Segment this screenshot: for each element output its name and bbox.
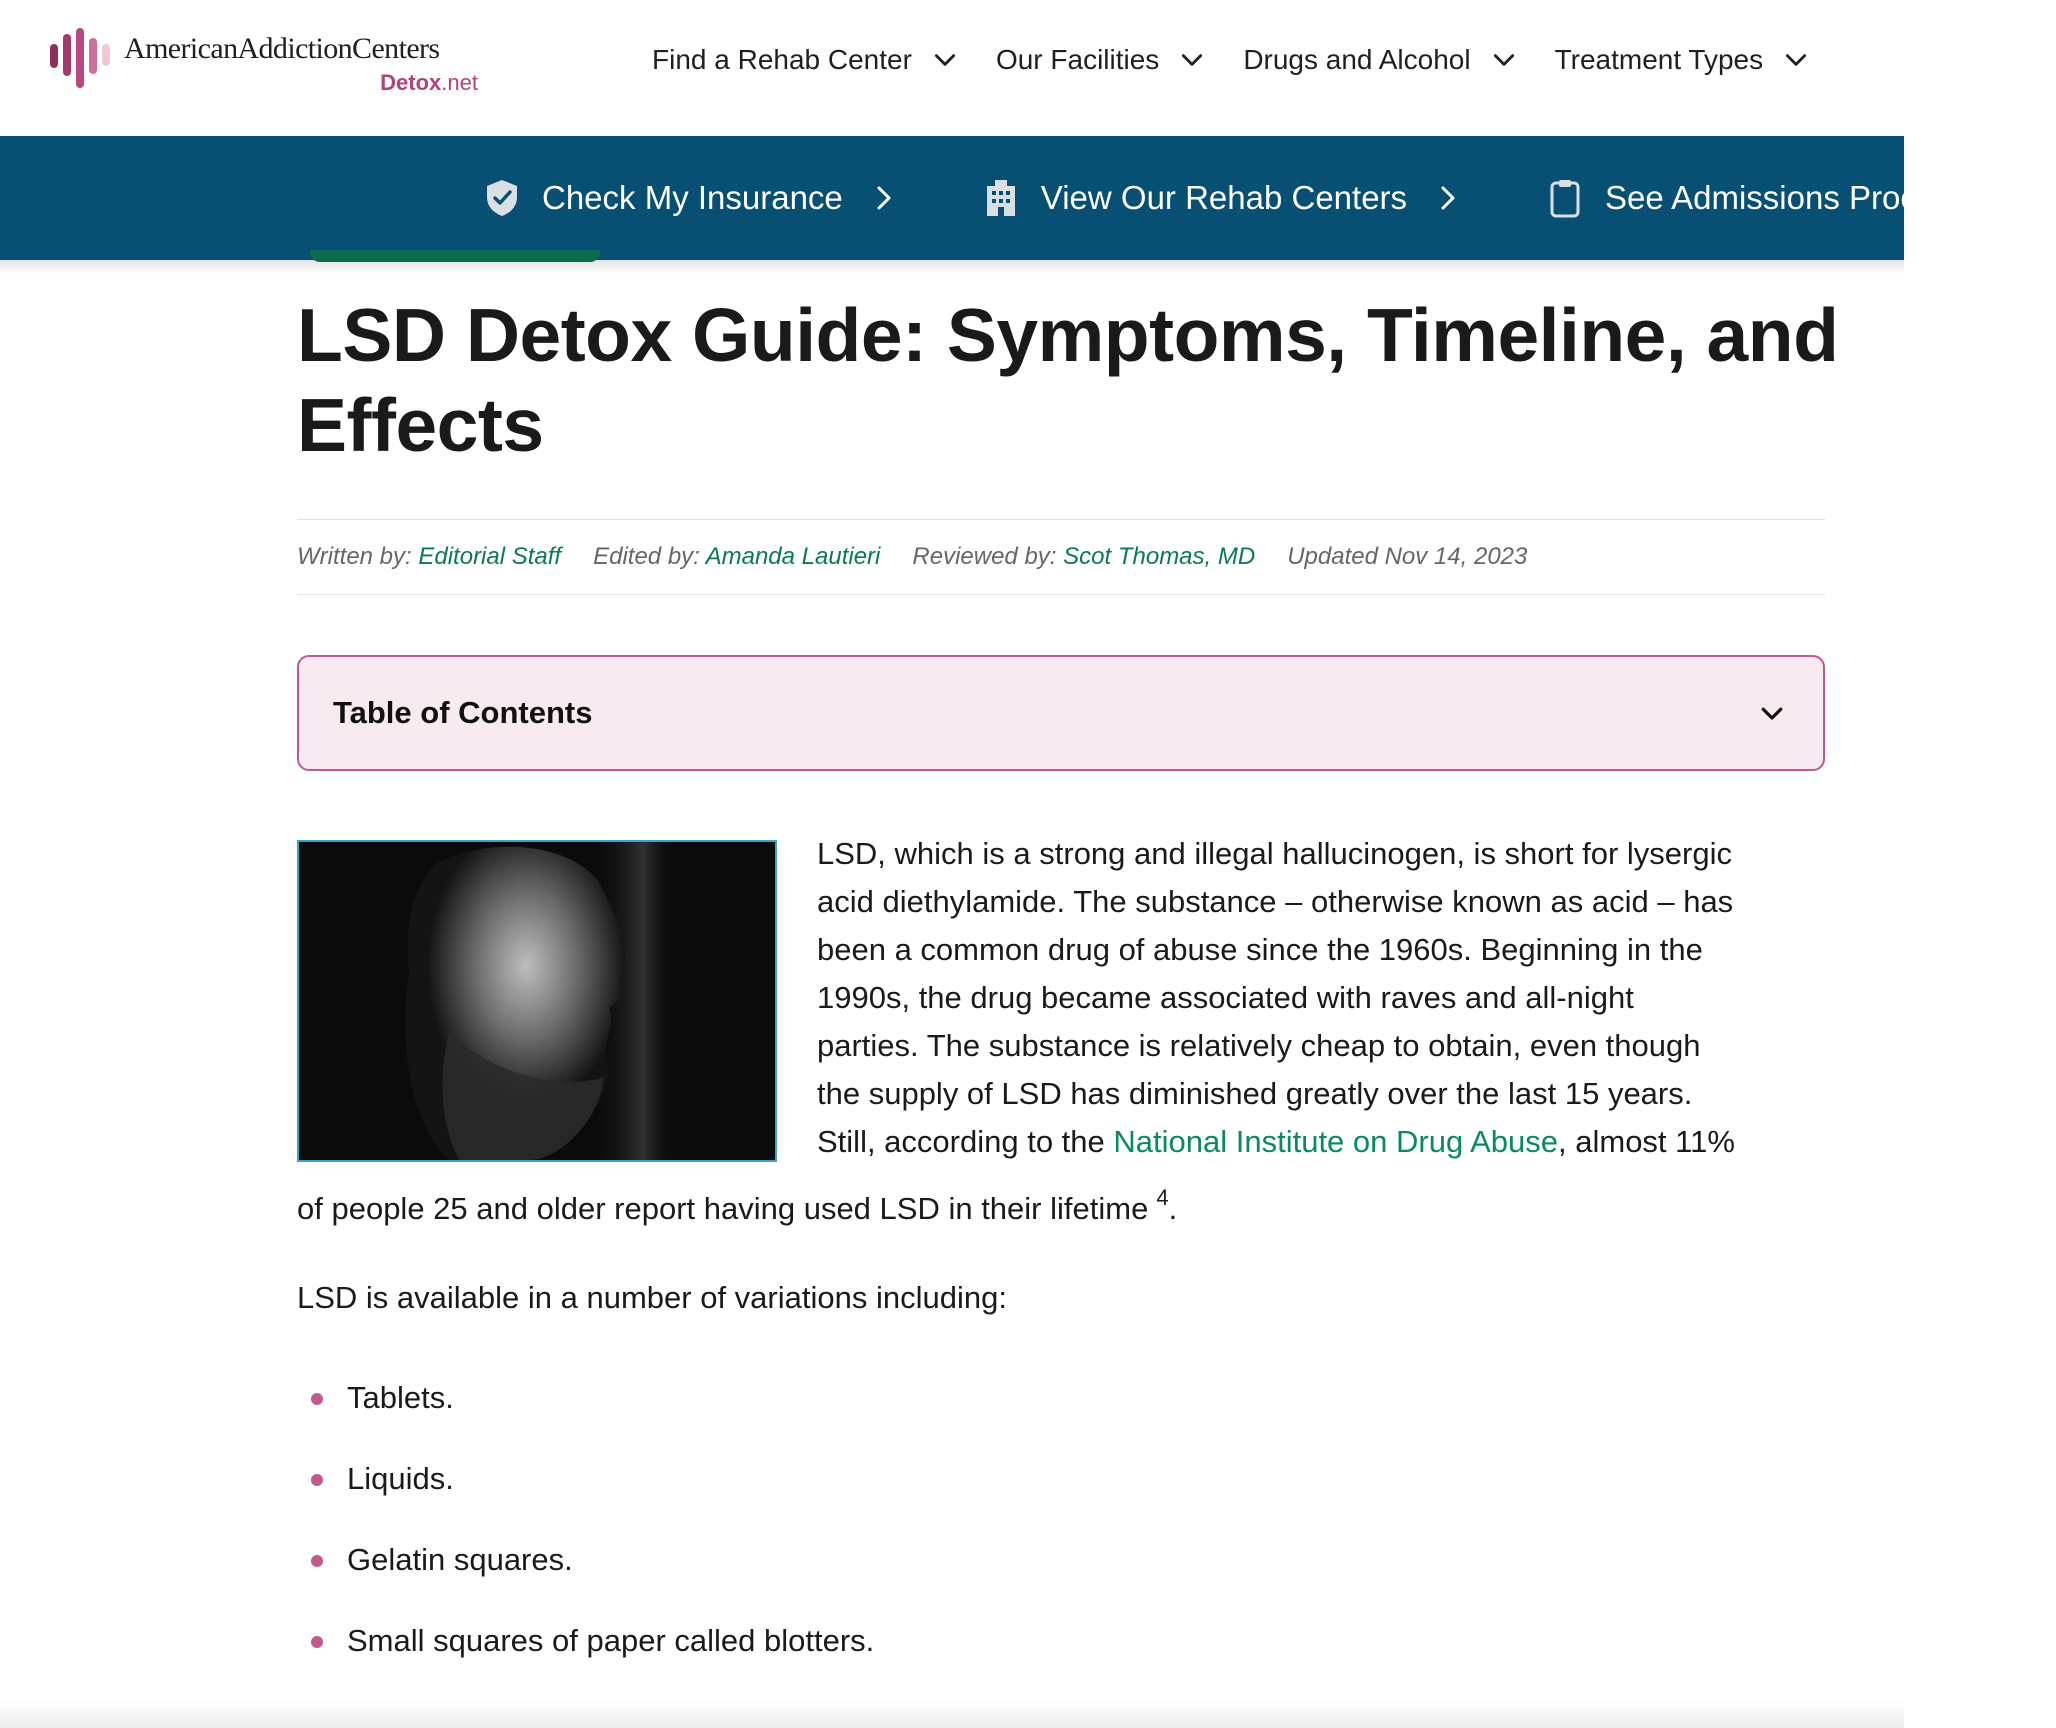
intro-line: been a common drug of abuse since the 1960s. Beginning in the — [817, 932, 1703, 967]
intro-line: the supply of LSD has diminished greatly over the last 15 years. — [817, 1076, 1693, 1111]
logo-brand-text: AmericanAddictionCenters — [124, 32, 440, 65]
byline-updated-date: Updated Nov 14, 2023 — [1287, 543, 1528, 570]
bottom-fade — [0, 1700, 1904, 1728]
category-tab-edge — [310, 250, 600, 262]
chevron-down-icon — [932, 47, 958, 73]
bearded-man-photo — [299, 842, 775, 1160]
list-item-text: Tablets. — [347, 1380, 454, 1415]
citation-link[interactable]: 4 — [1156, 1185, 1169, 1210]
nida-link[interactable]: National Institute on Drug Abuse — [1113, 1124, 1559, 1159]
logo-site-bold: Detox — [380, 70, 442, 95]
list-item-text: Small squares of paper called blotters. — [347, 1623, 875, 1658]
intro-line: LSD, which is a strong and illegal hallucinogen, is short for lysergic — [817, 836, 1732, 871]
list-item — [297, 1455, 1797, 1536]
check-insurance-label: Check My Insurance — [542, 179, 843, 216]
article-byline — [297, 519, 1825, 595]
chevron-down-icon — [1783, 47, 1809, 73]
byline-written-label: Written by: — [297, 543, 419, 570]
nav-item-label: Treatment Types — [1554, 44, 1764, 75]
chevron-down-icon — [1757, 698, 1787, 728]
bullet-dot — [311, 1555, 323, 1567]
site-logo[interactable] — [48, 26, 478, 96]
check-insurance-link[interactable] — [484, 178, 895, 218]
author-link[interactable]: Editorial Staff — [418, 543, 562, 570]
list-item — [297, 1617, 1797, 1698]
list-item — [297, 1374, 1797, 1455]
view-rehab-centers-label: View Our Rehab Centers — [1040, 179, 1408, 216]
intro-line: , almost 11% — [1558, 1124, 1735, 1159]
intro-paragraph-continued — [297, 1174, 1827, 1233]
admissions-process-link[interactable] — [1547, 178, 1968, 218]
intro-line: acid diethylamide. The substance – otherwise known as acid – has — [817, 884, 1734, 919]
building-icon — [983, 178, 1019, 218]
nav-item-label: Our Facilities — [995, 44, 1160, 75]
chevron-down-icon — [1179, 47, 1205, 73]
list-item-text: Liquids. — [347, 1461, 454, 1496]
chevron-right-icon — [1437, 183, 1459, 213]
intro-paragraph — [817, 830, 1827, 1166]
nav-drugs-and-alcohol[interactable] — [1243, 44, 1516, 76]
sound-bars-logo-icon — [48, 28, 118, 92]
chevron-down-icon — [1491, 47, 1517, 73]
view-rehab-centers-link[interactable] — [983, 178, 1459, 218]
intro-line: of people 25 and older report having used LSD in their lifetime — [297, 1191, 1149, 1226]
list-item-text: Gelatin squares. — [347, 1542, 573, 1577]
nav-find-rehab-center[interactable] — [652, 44, 958, 76]
nav-treatment-types[interactable] — [1555, 44, 1810, 76]
toc-label: Table of Contents — [333, 695, 593, 730]
chevron-right-icon — [873, 183, 895, 213]
list-item — [297, 1536, 1797, 1617]
nav-item-label: Find a Rehab Center — [652, 44, 912, 75]
article-hero-photo — [297, 840, 777, 1162]
bullet-dot — [311, 1393, 323, 1405]
logo-site-suffix: .net — [441, 70, 478, 95]
variations-list — [297, 1374, 1797, 1698]
admissions-process-label: See Admissions Process — [1605, 179, 1969, 216]
intro-line-end: . — [1168, 1191, 1178, 1226]
byline-edited — [593, 543, 880, 571]
action-bar-shadow — [0, 260, 1904, 274]
article-title: LSD Detox Guide: Symptoms, Timeline, and Effects — [297, 293, 1839, 467]
action-bar — [0, 136, 1969, 260]
table-of-contents-toggle[interactable] — [297, 655, 1825, 771]
main-nav — [652, 38, 1847, 82]
logo-site-name — [380, 70, 478, 96]
action-bar-links — [484, 136, 2056, 260]
variations-lead: LSD is available in a number of variations including: — [297, 1280, 1007, 1315]
intro-line: 1990s, the drug became associated with raves and all-night — [817, 980, 1634, 1015]
site-header — [0, 0, 1904, 135]
byline-reviewed — [912, 543, 1255, 571]
intro-line: Still, according to the — [817, 1124, 1114, 1159]
nav-our-facilities[interactable] — [996, 44, 1205, 76]
reviewer-link[interactable]: Scot Thomas, MD — [1063, 543, 1256, 570]
shield-check-icon — [484, 178, 520, 218]
byline-edited-label: Edited by: — [593, 543, 706, 570]
intro-line: parties. The substance is relatively cheap to obtain, even though — [817, 1028, 1701, 1063]
byline-written — [297, 543, 561, 571]
bullet-dot — [311, 1474, 323, 1486]
clipboard-icon — [1547, 178, 1583, 218]
bullet-dot — [311, 1636, 323, 1648]
byline-reviewed-label: Reviewed by: — [912, 543, 1064, 570]
nav-item-label: Drugs and Alcohol — [1243, 44, 1471, 75]
editor-link[interactable]: Amanda Lautieri — [705, 543, 881, 570]
